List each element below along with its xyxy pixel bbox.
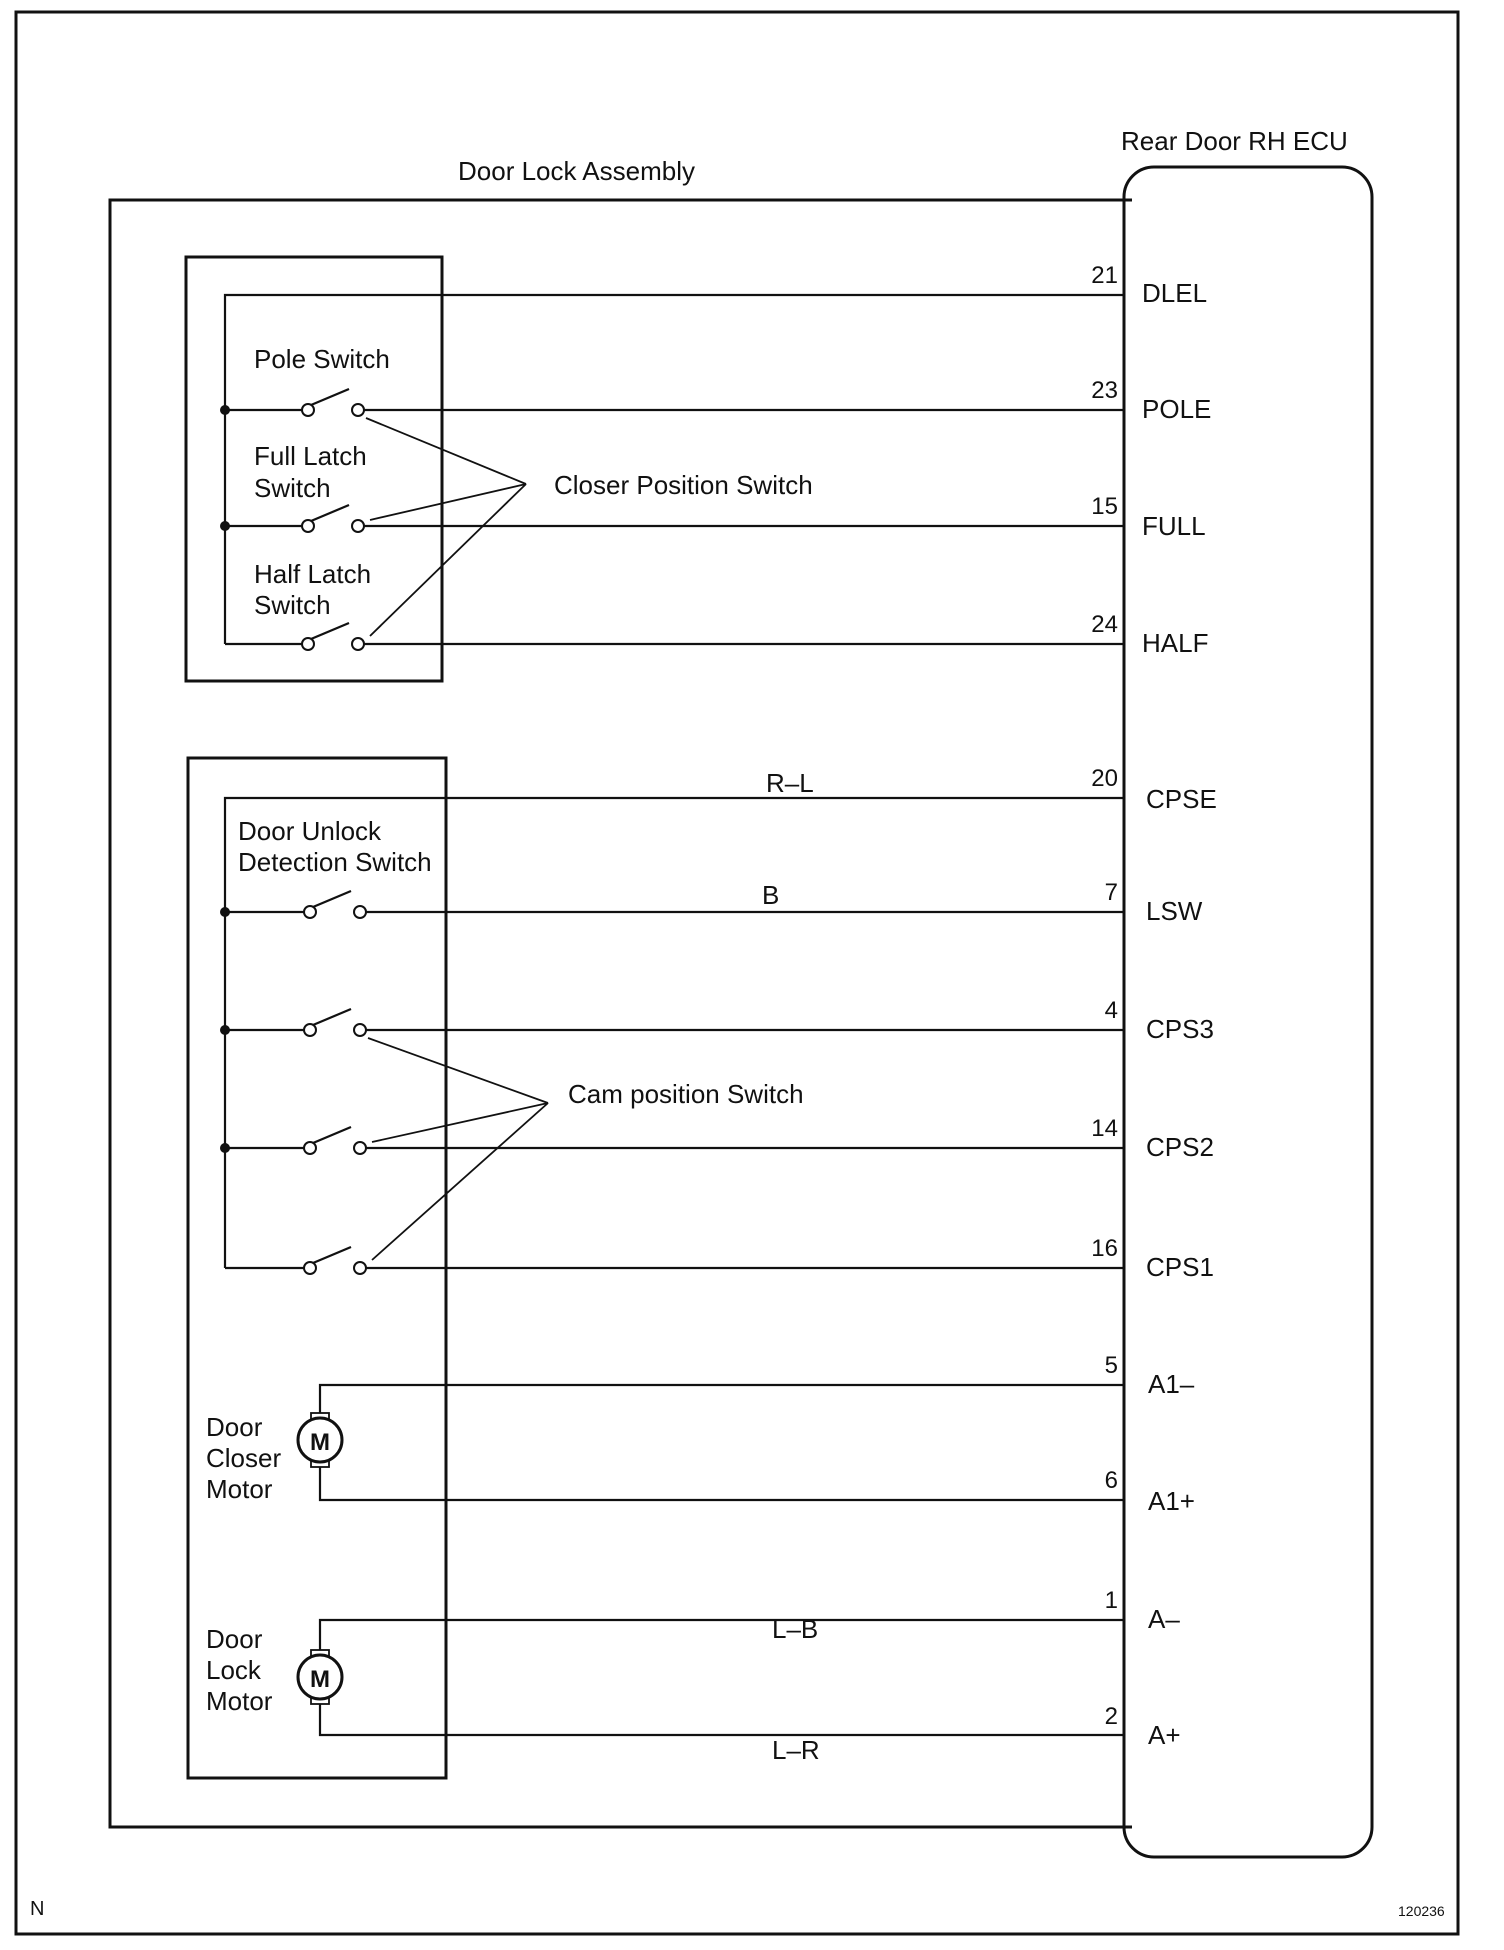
pin-name-half: HALF	[1142, 628, 1209, 658]
pin-name-a-minus: A–	[1148, 1604, 1180, 1634]
figure-number: 120236	[1398, 1903, 1445, 1919]
lock-motor-symbol: M	[310, 1666, 330, 1693]
pin-number-half: 24	[1091, 611, 1118, 638]
pin-name-cps1: CPS1	[1146, 1252, 1214, 1282]
closer-motor-label-line1: Door	[206, 1412, 263, 1442]
wire-color-lsw: B	[762, 880, 780, 910]
unlock-switch-label-line2: Detection Switch	[238, 847, 432, 877]
pin-number-pole: 23	[1091, 377, 1118, 404]
pin-number-cps3: 4	[1104, 997, 1118, 1024]
wire-color-cpse: R–L	[766, 768, 814, 798]
lock-motor-label-line1: Door	[206, 1624, 263, 1654]
pin-number-cps2: 14	[1091, 1115, 1118, 1142]
closer-motor-label-line3: Motor	[206, 1474, 273, 1504]
pin-number-a1-plus: 6	[1104, 1467, 1118, 1494]
pin-number-dlel: 21	[1091, 262, 1118, 289]
door-lock-assembly-label: Door Lock Assembly	[458, 156, 695, 186]
unlock-switch-label-line1: Door Unlock	[238, 816, 382, 846]
lock-motor-label-line2: Lock	[206, 1655, 261, 1685]
half-latch-label-line1: Half Latch	[254, 559, 372, 589]
door-lock-motor	[298, 1620, 1124, 1735]
closer-motor-symbol: M	[310, 1429, 330, 1456]
pin-name-a-plus: A+	[1148, 1720, 1181, 1750]
half-latch-label-line2: Switch	[254, 590, 331, 620]
pin-name-cpse: CPSE	[1146, 784, 1217, 814]
full-latch-label-line1: Full Latch	[254, 441, 367, 471]
pin-name-a1-minus: A1–	[1148, 1369, 1195, 1399]
half-latch-switch	[225, 623, 1124, 650]
pin-name-lsw: LSW	[1146, 896, 1203, 926]
cam-switch-cps3	[220, 1009, 1124, 1036]
pin-name-cps2: CPS2	[1146, 1132, 1214, 1162]
door-closer-motor	[298, 1385, 1124, 1500]
pin-name-dlel: DLEL	[1142, 278, 1208, 308]
cam-switch-cps2	[220, 1127, 1124, 1154]
pole-switch-label: Pole Switch	[254, 344, 390, 374]
pole-switch	[220, 389, 1124, 416]
full-latch-switch	[220, 505, 1124, 532]
cam-switch-cps1	[225, 1247, 1124, 1274]
pin-number-cpse: 20	[1091, 765, 1118, 792]
pin-name-pole: POLE	[1142, 394, 1212, 424]
pin-number-cps1: 16	[1091, 1235, 1118, 1262]
door-unlock-detection-switch	[220, 891, 1124, 918]
ecu-label: Rear Door RH ECU	[1121, 126, 1348, 156]
cam-position-switch-label: Cam position Switch	[568, 1079, 804, 1109]
pin-name-a1-plus: A1+	[1148, 1486, 1195, 1516]
closer-position-switch-label: Closer Position Switch	[554, 470, 813, 500]
pin-number-lsw: 7	[1104, 879, 1118, 906]
pin-number-a1-minus: 5	[1104, 1352, 1118, 1379]
full-latch-label-line2: Switch	[254, 473, 331, 503]
pin-name-cps3: CPS3	[1146, 1014, 1214, 1044]
pin-number-a-plus: 2	[1104, 1703, 1118, 1730]
pin-number-a-minus: 1	[1104, 1587, 1118, 1614]
wire-color-a-minus: L–B	[772, 1614, 819, 1644]
wire-color-a-plus: L–R	[772, 1735, 820, 1765]
lock-motor-label-line3: Motor	[206, 1686, 273, 1716]
closer-motor-label-line2: Closer	[206, 1443, 282, 1473]
pin-name-full: FULL	[1142, 511, 1206, 541]
pin-number-full: 15	[1091, 493, 1118, 520]
corner-mark: N	[30, 1898, 45, 1920]
